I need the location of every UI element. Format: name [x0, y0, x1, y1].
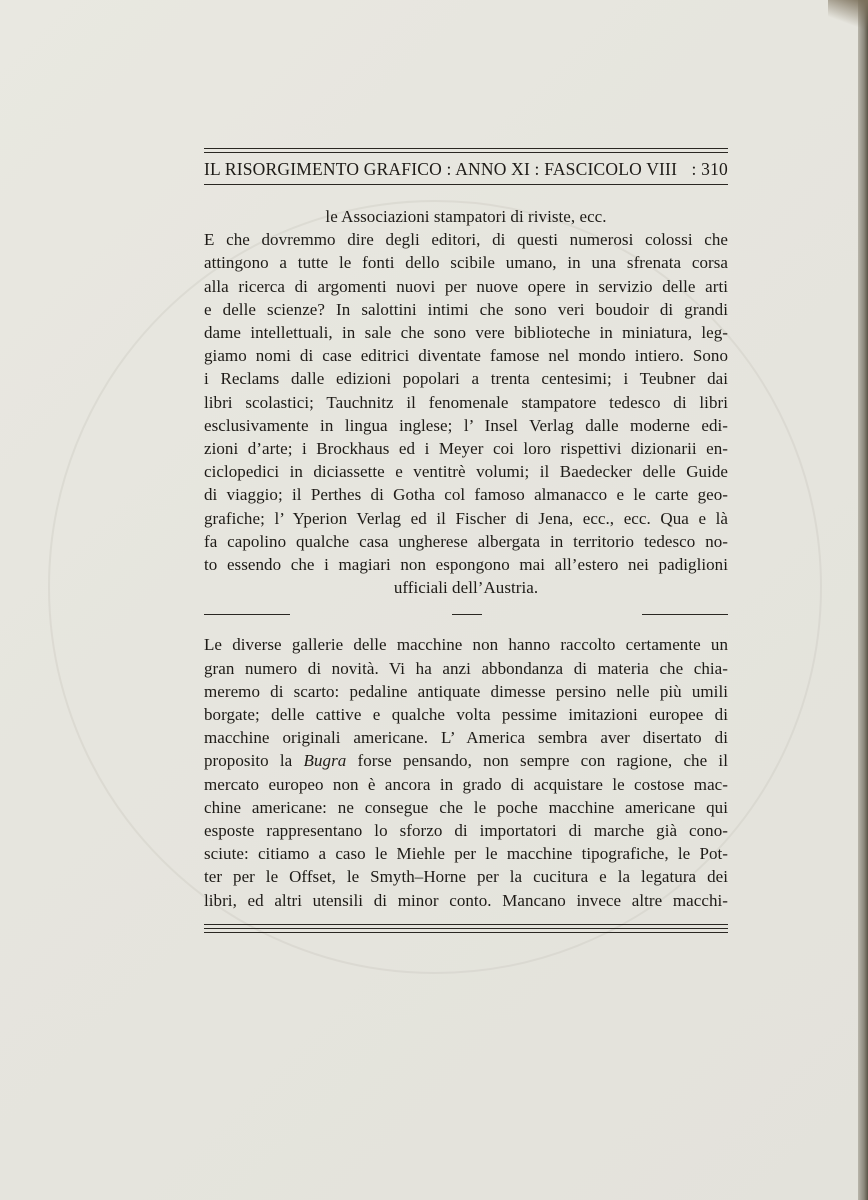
text-line: alla ricerca di argomenti nuovi per nuove opere in servizio delle arti — [204, 276, 728, 296]
text-line: libri, ed altri utensili di minor conto. Mancano invece altre macchi- — [204, 890, 728, 910]
text-line: giamo nomi di case editrici diventate famose nel mondo intiero. Sono — [204, 346, 728, 366]
italic-title-bugra: Bugra — [303, 751, 347, 771]
text-line: esclusivamente in lingua inglese; l’ Insel Verlag dalle moderne edi- — [204, 415, 728, 435]
text-line: ciclopedici in diciassette e ventitrè volumi; il Baedecker delle Guide — [204, 462, 728, 482]
text-line: E che dovremmo dire degli editori, di questi numerosi colossi che — [204, 230, 728, 250]
text-line: borgate; delle cattive e qualche volta pessime imitazioni europee di — [204, 705, 728, 725]
text-line: i Reclams dalle edizioni popolari a trenta centesimi; i Teubner dai — [204, 369, 728, 389]
footer-rule — [204, 924, 728, 933]
header-rule-bottom — [204, 184, 728, 185]
text-line-with-italic — [204, 749, 728, 772]
text-line: ter per le Offset, le Smyth–Horne per la cucitura e la legatura dei — [204, 867, 728, 887]
text-line: le Associazioni stampatori di riviste, ecc. — [325, 207, 607, 226]
text-line: zioni d’arte; i Brockhaus ed i Meyer coi loro rispettivi dizionarii en- — [204, 439, 728, 459]
text-line: fa capolino qualche casa ungherese albergata in territorio tedesco no- — [204, 531, 728, 551]
footer-rule-line — [204, 932, 728, 933]
text-line: esposte rappresentano lo sforzo di importatori di marche già cono- — [204, 821, 728, 841]
text-line: meremo di scarto: pedaline antiquate dimesse persino nelle più umili — [204, 681, 728, 701]
text-line: ufficiali dell’Austria. — [393, 578, 539, 598]
divider-rule-right — [642, 614, 728, 615]
paragraph-2 — [204, 633, 728, 911]
text-run: forse pensando, non sempre con ragione, che il — [346, 751, 728, 771]
page-corner-shadow — [828, 0, 868, 30]
page-edge — [858, 0, 868, 1200]
text-line: di viaggio; il Perthes di Gotha col famoso almanacco e le carte geo- — [204, 485, 728, 505]
text-line: sciute: citiamo a caso le Miehle per le macchine tipografiche, le Pot- — [204, 844, 728, 864]
text-line: libri scolastici; Tauchnitz il fenomenale stampatore tedesco di libri — [204, 392, 728, 412]
header-rule-top — [204, 148, 728, 153]
paragraph-1 — [204, 205, 728, 599]
text-run: proposito la — [204, 751, 304, 771]
text-line: gran numero di novità. Vi ha anzi abbondanza di materia che chia- — [204, 658, 728, 678]
divider-rule-center — [452, 614, 482, 615]
text-line: e delle scienze? In salottini intimi che sono veri boudoir di grandi — [204, 299, 728, 319]
text-line: macchine originali americane. L’ America sembra aver disertato di — [204, 728, 728, 748]
page-number: : 310 — [691, 159, 728, 179]
text-line: chine americane: ne consegue che le poche macchine americane qui — [204, 797, 728, 817]
text-line: Le diverse gallerie delle macchine non hanno raccolto certamente un — [204, 635, 728, 655]
text-line: attingono a tutte le fonti dello scibile umano, in una sfrenata corsa — [204, 253, 728, 273]
running-head — [204, 159, 728, 179]
footer-rule-line — [204, 924, 728, 925]
text-line: grafiche; l’ Yperion Verlag ed il Fischer di Jena, ecc., ecc. Qua e là — [204, 508, 728, 528]
page-content — [204, 148, 728, 933]
divider-rule-left — [204, 614, 290, 615]
footer-rule-line — [204, 928, 728, 929]
section-divider — [204, 607, 728, 621]
running-head-title: IL RISORGIMENTO GRAFICO : ANNO XI : FASCICOLO VIII — [204, 159, 678, 179]
text-line: mercato europeo non è ancora in grado di acquistare le costose mac- — [204, 774, 728, 794]
text-line: dame intellettuali, in sale che sono vere biblioteche in miniatura, leg- — [204, 323, 728, 343]
text-line: to essendo che i magiari non espongono mai all’estero nei padiglioni — [204, 555, 728, 575]
